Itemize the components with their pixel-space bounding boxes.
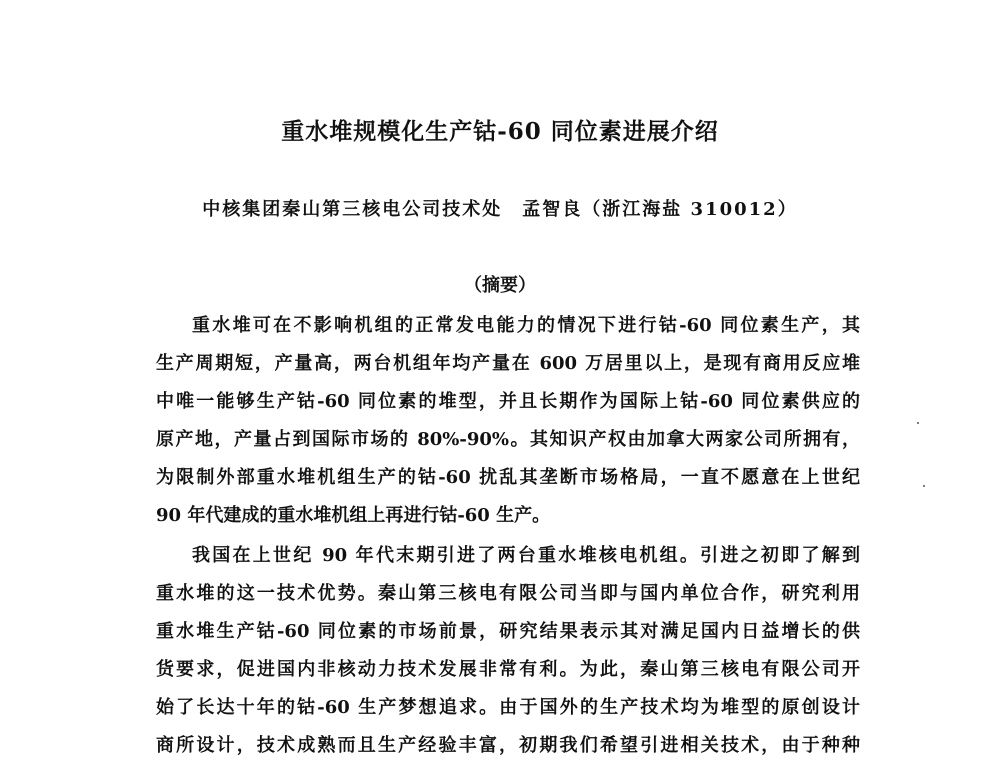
abstract-line: 原产地，产量占到国际市场的 80%-90%。其知识产权由加拿大两家公司所拥有，: [156, 429, 860, 450]
author-affiliation: 中核集团秦山第三核电公司技术处 孟智良（浙江海盐 310012）: [202, 199, 798, 220]
paper-title: 重水堆规模化生产钴-60 同位素进展介绍: [281, 118, 719, 145]
body-line: 货要求，促进国内非核动力技术发展非常有利。为此，秦山第三核电有限公司开: [156, 659, 860, 680]
body-line: 我国在上世纪 90 年代末期引进了两台重水堆核电机组。引进之初即了解到: [192, 545, 860, 566]
abstract-heading: （摘要）: [464, 275, 536, 296]
abstract-line: 中唯一能够生产钴-60 同位素的堆型，并且长期作为国际上钴-60 同位素供应的: [156, 391, 860, 412]
abstract-line: 为限制外部重水堆机组生产的钴-60 扰乱其垄断市场格局，一直不愿意在上世纪: [156, 467, 860, 488]
scan-speck: [923, 485, 925, 487]
abstract-line: 重水堆可在不影响机组的正常发电能力的情况下进行钴-60 同位素生产，其: [192, 315, 860, 336]
abstract-line: 生产周期短，产量高，两台机组年均产量在 600 万居里以上，是现有商用反应堆: [156, 353, 860, 374]
abstract-line: 90 年代建成的重水堆机组上再进行钴-60 生产。: [156, 505, 551, 526]
scan-speck: [917, 422, 919, 424]
body-line: 始了长达十年的钴-60 生产梦想追求。由于国外的生产技术均为堆型的原创设计: [156, 697, 860, 718]
body-line: 商所设计，技术成熟而且生产经验丰富，初期我们希望引进相关技术，由于种种: [156, 735, 860, 756]
body-line: 重水堆生产钴-60 同位素的市场前景，研究结果表示其对满足国内日益增长的供: [156, 621, 860, 642]
body-line: 重水堆的这一技术优势。秦山第三核电有限公司当即与国内单位合作，研究利用: [156, 583, 860, 604]
